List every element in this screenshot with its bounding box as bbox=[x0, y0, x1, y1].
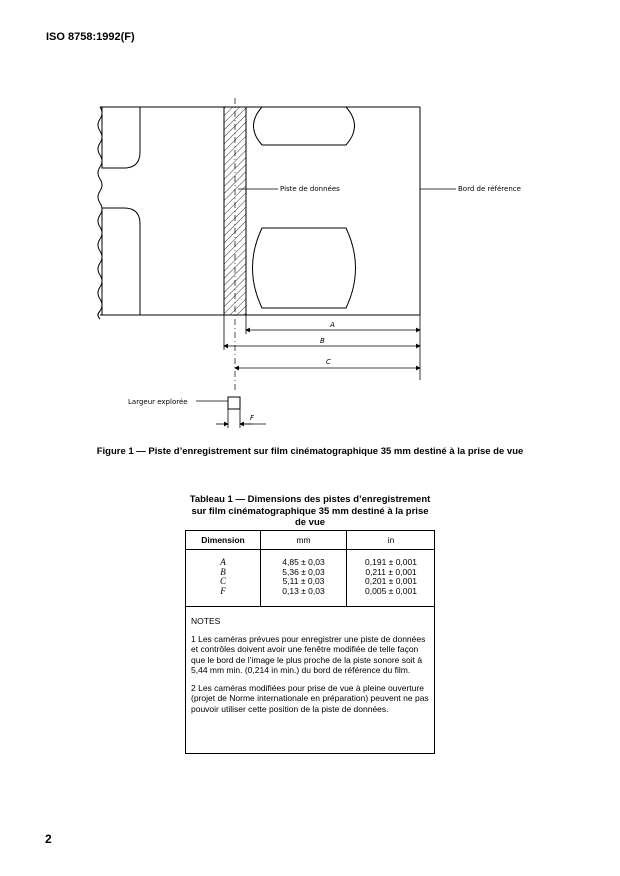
table-header-row bbox=[186, 531, 434, 549]
label-reference-edge: Bord de référence bbox=[458, 185, 521, 193]
table-row-in: 0,191 ± 0,001 bbox=[365, 557, 417, 567]
film-strip bbox=[98, 107, 420, 319]
header-dimension: Dimension bbox=[201, 535, 245, 545]
note-2: 2 Les caméras modifiées pour prise de vue à pleine ouverture (projet de Norme internationale en préparation) peuvent ne pas pouvoir utiliser cette position de la piste de données. bbox=[191, 682, 429, 714]
page-number: 2 bbox=[45, 832, 52, 846]
label-data-track: Piste de données bbox=[280, 185, 340, 193]
table-notes bbox=[191, 616, 429, 721]
table-row-in: 0,211 ± 0,001 bbox=[365, 566, 417, 577]
table-row-mm: 5,11 ± 0,03 bbox=[282, 576, 325, 586]
table-row-dim: C bbox=[219, 576, 226, 586]
scan-width-box bbox=[228, 397, 240, 409]
header-mm: mm bbox=[296, 535, 311, 545]
dim-f-label: F bbox=[250, 414, 255, 422]
dim-b-label: B bbox=[320, 337, 325, 345]
mm-column bbox=[261, 558, 346, 596]
table-title: Tableau 1 — Dimensions des pistes d’enregistrement sur film cinématographique 35 mm destiné à la prise de vue bbox=[189, 494, 431, 528]
table-row-dim: F bbox=[220, 585, 226, 596]
dimension-column bbox=[186, 558, 260, 596]
dim-c-label: C bbox=[326, 358, 331, 366]
document-header: ISO 8758:1992(F) bbox=[46, 31, 135, 43]
dim-a-label: A bbox=[330, 321, 335, 329]
label-scan-width: Largeur explorée bbox=[128, 398, 188, 406]
header-in: in bbox=[387, 535, 395, 545]
perforation-holes bbox=[102, 107, 140, 315]
table-row-mm: 0,13 ± 0,03 bbox=[282, 585, 325, 596]
table-row-dim: B bbox=[220, 566, 226, 577]
figure-caption: Figure 1 — Piste d’enregistrement sur film cinématographique 35 mm destiné à la prise de vue bbox=[96, 446, 524, 457]
picture-frames bbox=[253, 107, 356, 308]
table-row-in: 0,201 ± 0,001 bbox=[365, 576, 417, 586]
in-column bbox=[347, 558, 435, 596]
table-row-dim: A bbox=[220, 557, 226, 567]
note-1: 1 Les caméras prévues pour enregistrer une piste de données et contrôles doivent avoir une fenêtre modifiée de telle façon que le bord de l’image le plus proche de la piste sonore soit à 5,44 mm min. (0,214 in min.) du bord de référence du film. bbox=[191, 633, 426, 675]
table-row-in: 0,005 ± 0,001 bbox=[365, 585, 417, 596]
table-row-mm: 5,36 ± 0,03 bbox=[282, 566, 325, 577]
table-row-mm: 4,85 ± 0,03 bbox=[282, 557, 325, 567]
dimensions-table bbox=[185, 530, 435, 754]
notes-title: NOTES bbox=[191, 616, 221, 626]
